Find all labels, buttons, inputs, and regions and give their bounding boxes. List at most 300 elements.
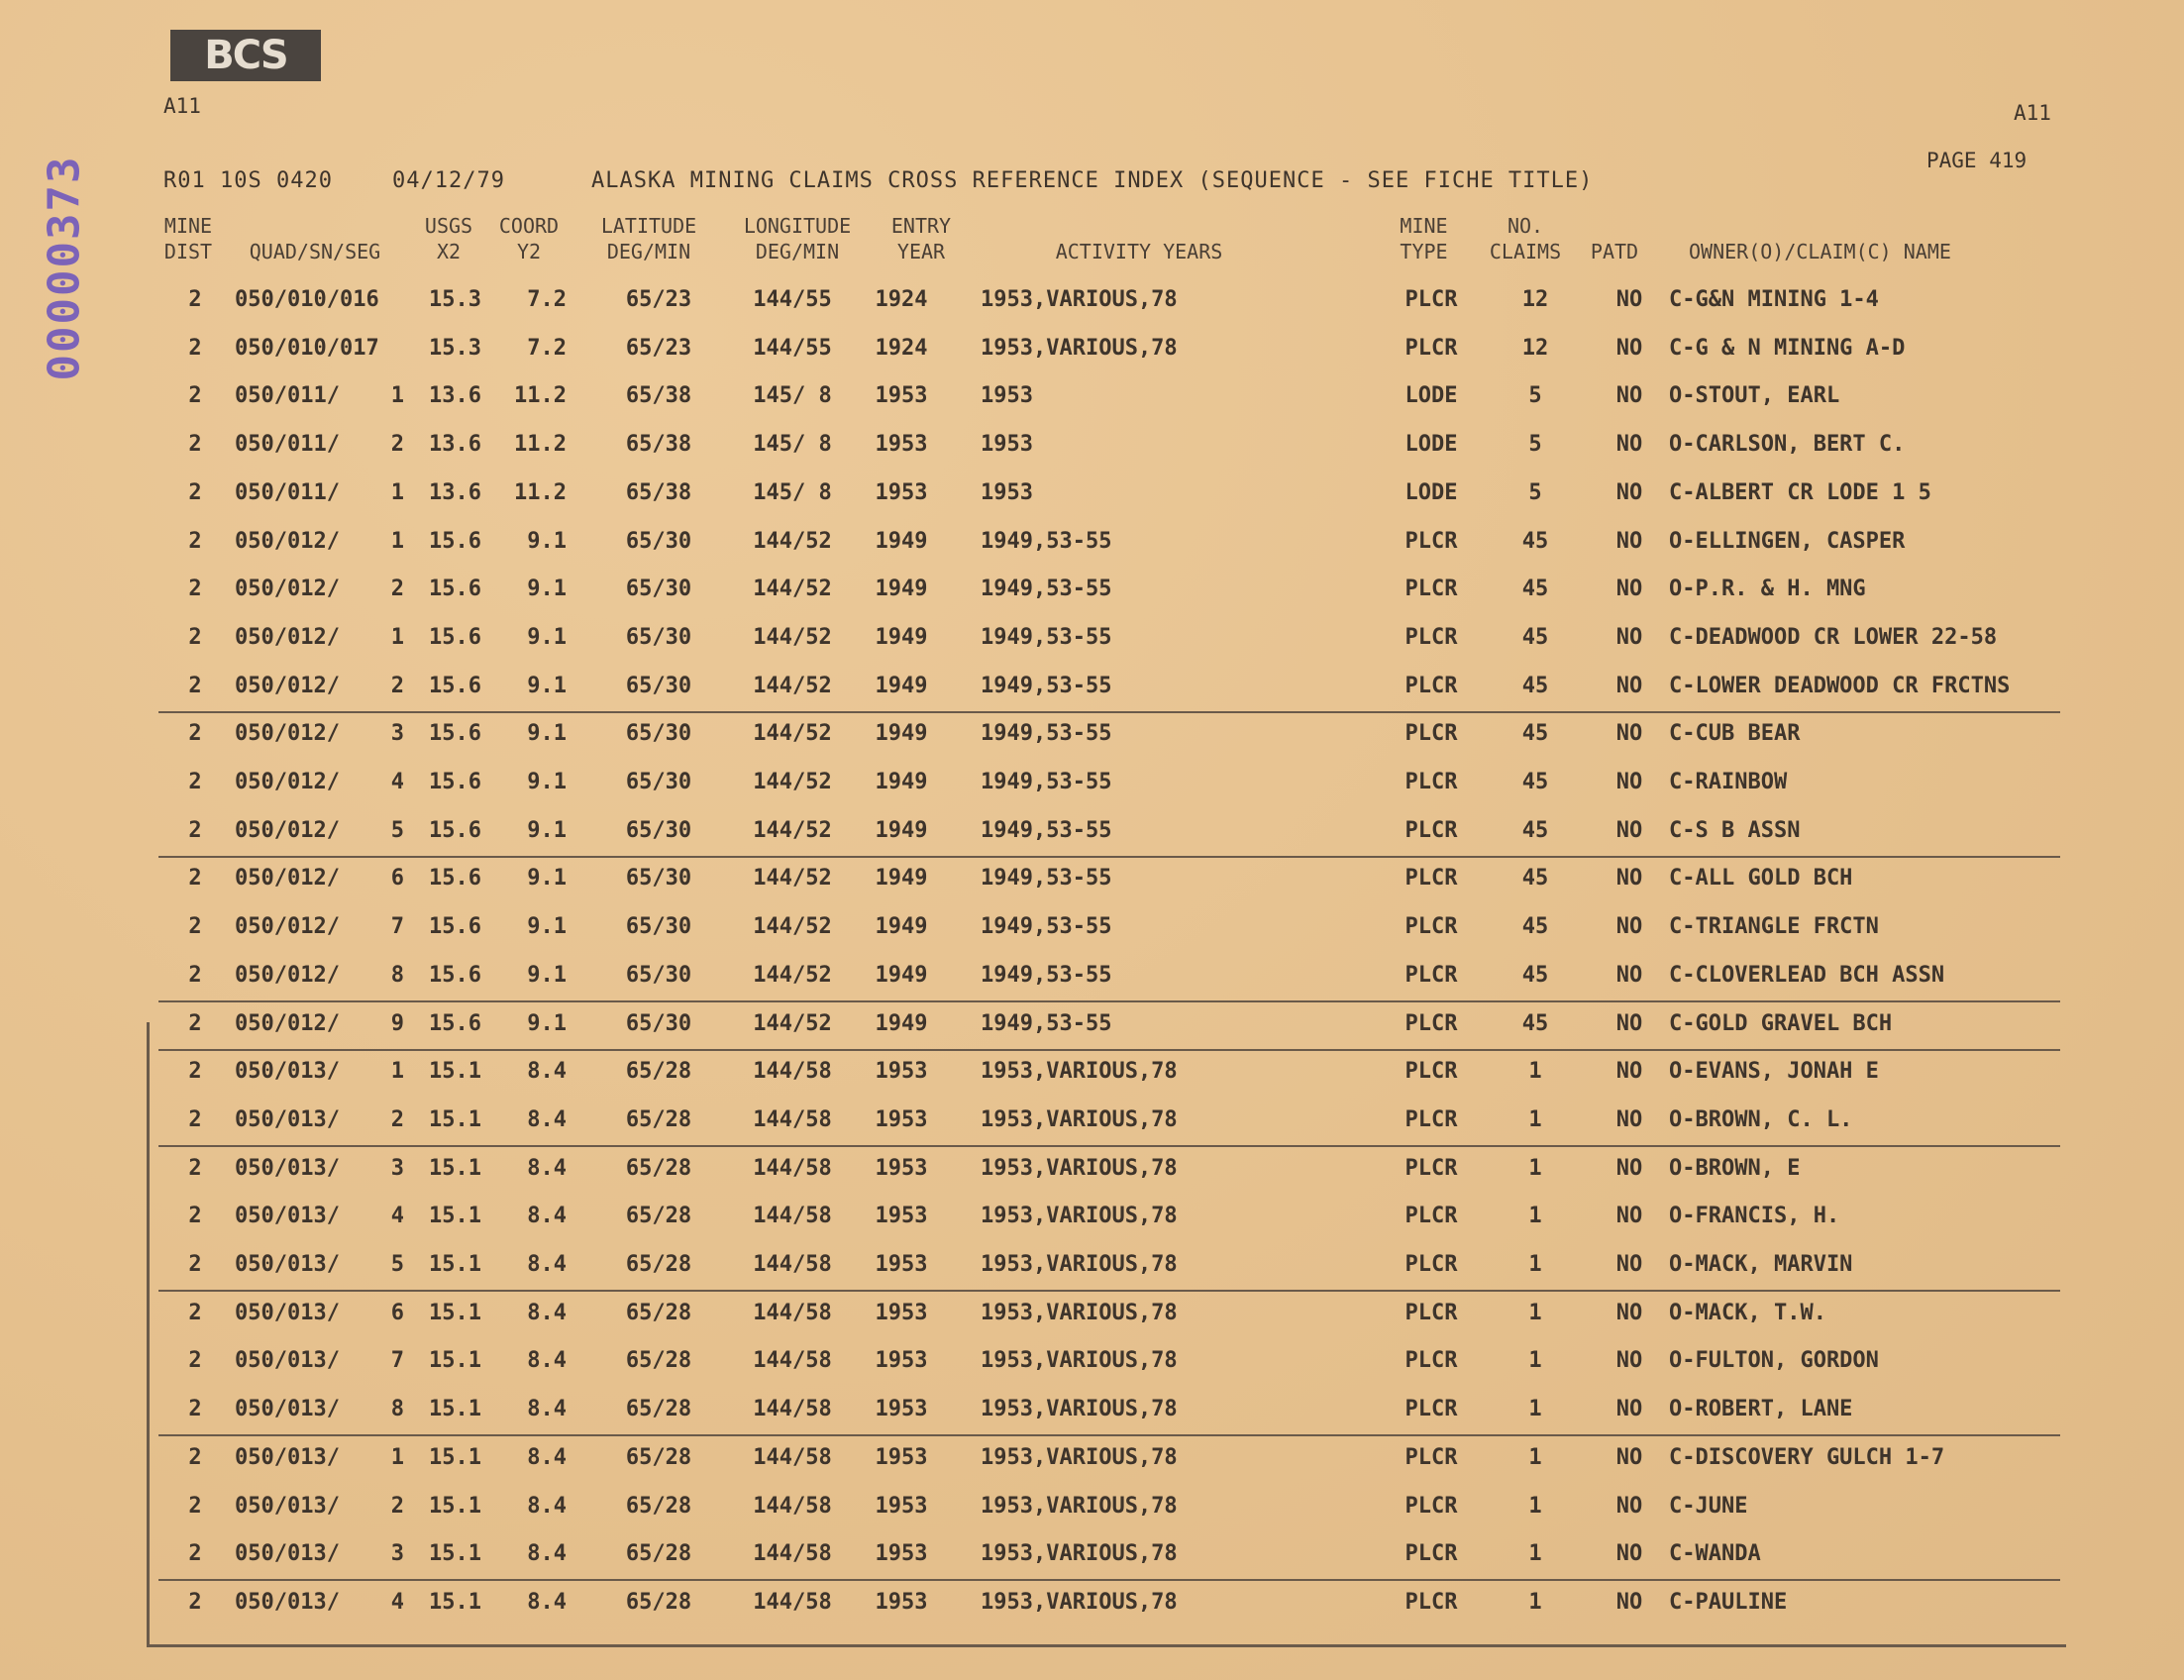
cell-activity-years: 1949,53-55 — [981, 529, 1112, 554]
cell-owner: C-G&N MINING 1-4 — [1669, 287, 1879, 312]
cell-entry-year: 1953 — [875, 1204, 928, 1228]
cell-latitude: 65/28 — [625, 1204, 692, 1228]
cell-latitude: 65/30 — [625, 914, 692, 939]
cell-seg: 2 — [390, 432, 404, 457]
table-row — [158, 373, 2060, 421]
cell-x2: 15.1 — [429, 1252, 481, 1277]
cell-entry-year: 1949 — [875, 674, 928, 698]
col-header-owner: OWNER(O)/CLAIM(C) NAME — [1689, 240, 1951, 263]
cell-owner: O-EVANS, JONAH E — [1669, 1059, 1879, 1084]
cell-dist: 2 — [188, 1590, 202, 1615]
cell-patd: NO — [1615, 1301, 1643, 1325]
cell-dist: 2 — [188, 432, 202, 457]
cell-quad: 050/011/ — [235, 480, 340, 505]
cell-owner: O-MACK, MARVIN — [1669, 1252, 1853, 1277]
cell-y2: 9.1 — [527, 1011, 567, 1036]
cell-patd: NO — [1615, 577, 1643, 601]
cell-activity-years: 1949,53-55 — [981, 818, 1112, 843]
cell-entry-year: 1953 — [875, 1541, 928, 1566]
report-title: ALASKA MINING CLAIMS CROSS REFERENCE INDEX (SEQUENCE - SEE FICHE TITLE) — [591, 168, 1594, 193]
cell-entry-year: 1953 — [875, 1156, 928, 1181]
cell-x2: 15.6 — [429, 818, 481, 843]
cell-latitude: 65/38 — [625, 383, 692, 408]
cell-longitude: 144/58 — [753, 1107, 832, 1132]
table-row — [158, 760, 2060, 807]
cell-owner: C-ALBERT CR LODE 1 5 — [1669, 480, 1931, 505]
cell-y2: 9.1 — [527, 721, 567, 746]
cell-dist: 2 — [188, 963, 202, 988]
cell-dist: 2 — [188, 721, 202, 746]
cell-longitude: 144/55 — [753, 287, 832, 312]
cell-owner: C-CLOVERLEAD BCH ASSN — [1669, 963, 1945, 988]
cell-seg: 1 — [390, 480, 404, 505]
cell-latitude: 65/28 — [625, 1397, 692, 1421]
cell-dist: 2 — [188, 1397, 202, 1421]
cell-patd: NO — [1615, 1059, 1643, 1084]
cell-mine-type: PLCR — [1404, 674, 1458, 698]
cell-owner: C-S B ASSN — [1669, 818, 1801, 843]
cell-patd: NO — [1615, 1204, 1643, 1228]
cell-claims: 1 — [1528, 1445, 1542, 1470]
cell-owner: C-CUB BEAR — [1669, 721, 1801, 746]
cell-x2: 13.6 — [429, 383, 481, 408]
cell-activity-years: 1953,VARIOUS,78 — [981, 1059, 1178, 1084]
cell-owner: O-STOUT, EARL — [1669, 383, 1840, 408]
cell-latitude: 65/30 — [625, 674, 692, 698]
col-header-entry: ENTRY YEAR — [890, 214, 952, 263]
cell-y2: 9.1 — [527, 529, 567, 554]
cell-entry-year: 1949 — [875, 625, 928, 650]
cell-activity-years: 1949,53-55 — [981, 914, 1112, 939]
cell-x2: 15.1 — [429, 1348, 481, 1373]
cell-seg: 1 — [390, 625, 404, 650]
table-row — [158, 1580, 2060, 1628]
cell-latitude: 65/30 — [625, 577, 692, 601]
cell-y2: 11.2 — [514, 432, 567, 457]
col-header-lat: LATITUDE DEG/MIN — [600, 214, 697, 263]
cell-claims: 1 — [1528, 1156, 1542, 1181]
cell-x2: 15.6 — [429, 529, 481, 554]
cell-latitude: 65/30 — [625, 818, 692, 843]
cell-patd: NO — [1615, 914, 1643, 939]
cell-y2: 8.4 — [527, 1445, 567, 1470]
fiche-id-right: A11 — [2014, 101, 2051, 125]
cell-quad: 050/013/ — [235, 1252, 340, 1277]
cell-patd: NO — [1615, 287, 1643, 312]
cell-patd: NO — [1615, 1348, 1643, 1373]
cell-dist: 2 — [188, 866, 202, 891]
cell-owner: O-P.R. & H. MNG — [1669, 577, 1866, 601]
cell-claims: 45 — [1521, 818, 1549, 843]
cell-longitude: 144/58 — [753, 1059, 832, 1084]
cell-x2: 15.6 — [429, 577, 481, 601]
cell-dist: 2 — [188, 818, 202, 843]
cell-dist: 2 — [188, 1301, 202, 1325]
cell-longitude: 144/58 — [753, 1445, 832, 1470]
cell-activity-years: 1953 — [981, 432, 1033, 457]
col-header-quad: QUAD/SN/SEG — [249, 240, 381, 263]
cell-owner: C-PAULINE — [1669, 1590, 1788, 1615]
cell-entry-year: 1953 — [875, 1348, 928, 1373]
cell-activity-years: 1953,VARIOUS,78 — [981, 1204, 1178, 1228]
cell-claims: 1 — [1528, 1494, 1542, 1519]
cell-patd: NO — [1615, 1107, 1643, 1132]
cell-y2: 8.4 — [527, 1059, 567, 1084]
cell-latitude: 65/28 — [625, 1156, 692, 1181]
cell-claims: 45 — [1521, 674, 1549, 698]
cell-patd: NO — [1615, 818, 1643, 843]
cell-y2: 9.1 — [527, 963, 567, 988]
cell-patd: NO — [1615, 1590, 1643, 1615]
table-row — [158, 1387, 2060, 1436]
cell-x2: 15.6 — [429, 914, 481, 939]
cell-owner: C-G & N MINING A-D — [1669, 336, 1906, 361]
cell-owner: O-MACK, T.W. — [1669, 1301, 1826, 1325]
cell-dist: 2 — [188, 914, 202, 939]
cell-x2: 15.1 — [429, 1107, 481, 1132]
cell-activity-years: 1953,VARIOUS,78 — [981, 1541, 1178, 1566]
cell-patd: NO — [1615, 1445, 1643, 1470]
cell-owner: C-WANDA — [1669, 1541, 1761, 1566]
cell-quad: 050/013/ — [235, 1107, 340, 1132]
cell-mine-type: PLCR — [1404, 625, 1458, 650]
cell-quad: 050/012/ — [235, 1011, 340, 1036]
cell-activity-years: 1953,VARIOUS,78 — [981, 1156, 1178, 1181]
cell-mine-type: PLCR — [1404, 1590, 1458, 1615]
cell-x2: 15.6 — [429, 770, 481, 794]
cell-entry-year: 1953 — [875, 432, 928, 457]
cell-entry-year: 1953 — [875, 1107, 928, 1132]
col-header-claims: NO. CLAIMS — [1489, 214, 1562, 263]
cell-mine-type: PLCR — [1404, 1348, 1458, 1373]
cell-mine-type: PLCR — [1404, 721, 1458, 746]
cell-dist: 2 — [188, 770, 202, 794]
table-row — [158, 326, 2060, 373]
cell-mine-type: LODE — [1404, 432, 1458, 457]
cell-mine-type: PLCR — [1404, 818, 1458, 843]
cell-mine-type: PLCR — [1404, 1011, 1458, 1036]
report-code: R01 10S 0420 — [163, 168, 333, 193]
cell-longitude: 144/58 — [753, 1590, 832, 1615]
cell-mine-type: PLCR — [1404, 1494, 1458, 1519]
cell-dist: 2 — [188, 674, 202, 698]
cell-x2: 15.6 — [429, 866, 481, 891]
cell-quad: 050/013/ — [235, 1156, 340, 1181]
cell-longitude: 144/52 — [753, 866, 832, 891]
cell-quad: 050/013/ — [235, 1204, 340, 1228]
cell-latitude: 65/28 — [625, 1494, 692, 1519]
cell-patd: NO — [1615, 625, 1643, 650]
cell-seg: 4 — [390, 770, 404, 794]
cell-claims: 45 — [1521, 963, 1549, 988]
cell-owner: C-JUNE — [1669, 1494, 1748, 1519]
table-row — [158, 1098, 2060, 1147]
col-header-patd: PATD — [1590, 240, 1639, 263]
cell-entry-year: 1953 — [875, 1252, 928, 1277]
cell-quad: 050/012/ — [235, 818, 340, 843]
table-row — [158, 277, 2060, 325]
cell-mine-type: PLCR — [1404, 1397, 1458, 1421]
cell-quad: 050/013/ — [235, 1590, 340, 1615]
cell-patd: NO — [1615, 721, 1643, 746]
cell-longitude: 145/ 8 — [753, 383, 832, 408]
table-row — [158, 519, 2060, 567]
cell-patd: NO — [1615, 383, 1643, 408]
cell-longitude: 145/ 8 — [753, 432, 832, 457]
cell-entry-year: 1953 — [875, 1301, 928, 1325]
cell-entry-year: 1953 — [875, 480, 928, 505]
cell-y2: 9.1 — [527, 770, 567, 794]
cell-x2: 15.6 — [429, 1011, 481, 1036]
cell-owner: O-ELLINGEN, CASPER — [1669, 529, 1906, 554]
cell-patd: NO — [1615, 674, 1643, 698]
cell-patd: NO — [1615, 963, 1643, 988]
cell-longitude: 145/ 8 — [753, 480, 832, 505]
cell-quad: 050/013/ — [235, 1348, 340, 1373]
table-row — [158, 1001, 2060, 1051]
cell-x2: 15.3 — [429, 336, 481, 361]
cell-mine-type: PLCR — [1404, 336, 1458, 361]
cell-claims: 45 — [1521, 625, 1549, 650]
cell-dist: 2 — [188, 1204, 202, 1228]
cell-quad: 050/011/ — [235, 383, 340, 408]
cell-activity-years: 1953,VARIOUS,78 — [981, 1107, 1178, 1132]
cell-owner: O-FULTON, GORDON — [1669, 1348, 1879, 1373]
cell-quad: 050/012/ — [235, 577, 340, 601]
cell-activity-years: 1953,VARIOUS,78 — [981, 1348, 1178, 1373]
cell-entry-year: 1949 — [875, 818, 928, 843]
cell-longitude: 144/52 — [753, 1011, 832, 1036]
cell-entry-year: 1924 — [875, 336, 928, 361]
cell-dist: 2 — [188, 1156, 202, 1181]
cell-latitude: 65/30 — [625, 866, 692, 891]
cell-dist: 2 — [188, 1059, 202, 1084]
cell-quad: 050/012/ — [235, 770, 340, 794]
cell-patd: NO — [1615, 1252, 1643, 1277]
cell-x2: 15.1 — [429, 1059, 481, 1084]
cell-latitude: 65/38 — [625, 432, 692, 457]
cell-y2: 8.4 — [527, 1348, 567, 1373]
cell-claims: 1 — [1528, 1397, 1542, 1421]
cell-longitude: 144/58 — [753, 1494, 832, 1519]
cell-y2: 8.4 — [527, 1107, 567, 1132]
cell-activity-years: 1953,VARIOUS,78 — [981, 1301, 1178, 1325]
cell-x2: 15.1 — [429, 1156, 481, 1181]
cell-seg: 2 — [390, 1107, 404, 1132]
cell-latitude: 65/30 — [625, 529, 692, 554]
cell-mine-type: PLCR — [1404, 1156, 1458, 1181]
cell-dist: 2 — [188, 529, 202, 554]
cell-claims: 45 — [1521, 866, 1549, 891]
cell-activity-years: 1953,VARIOUS,78 — [981, 1397, 1178, 1421]
cell-claims: 5 — [1528, 432, 1542, 457]
cell-latitude: 65/28 — [625, 1590, 692, 1615]
cell-owner: C-LOWER DEADWOOD CR FRCTNS — [1669, 674, 2011, 698]
table-row — [158, 1484, 2060, 1531]
bcs-logo: BCS — [170, 30, 321, 81]
cell-dist: 2 — [188, 1252, 202, 1277]
cell-y2: 11.2 — [514, 480, 567, 505]
cell-patd: NO — [1615, 866, 1643, 891]
table-row — [158, 664, 2060, 713]
cell-latitude: 65/30 — [625, 1011, 692, 1036]
cell-dist: 2 — [188, 1541, 202, 1566]
cell-claims: 45 — [1521, 914, 1549, 939]
cell-latitude: 65/28 — [625, 1348, 692, 1373]
table-row — [158, 1146, 2060, 1194]
table-row — [158, 1531, 2060, 1581]
cell-entry-year: 1949 — [875, 963, 928, 988]
cell-latitude: 65/23 — [625, 287, 692, 312]
cell-quad: 050/012/ — [235, 914, 340, 939]
cell-y2: 9.1 — [527, 914, 567, 939]
table-row — [158, 567, 2060, 614]
cell-longitude: 144/52 — [753, 625, 832, 650]
cell-activity-years: 1953,VARIOUS,78 — [981, 1445, 1178, 1470]
cell-seg: 2 — [390, 577, 404, 601]
cell-y2: 8.4 — [527, 1252, 567, 1277]
cell-patd: NO — [1615, 1494, 1643, 1519]
cell-mine-type: PLCR — [1404, 914, 1458, 939]
cell-activity-years: 1953,VARIOUS,78 — [981, 1590, 1178, 1615]
cell-x2: 15.3 — [429, 287, 481, 312]
cell-longitude: 144/52 — [753, 963, 832, 988]
cell-activity-years: 1953,VARIOUS,78 — [981, 287, 1178, 312]
cell-longitude: 144/52 — [753, 674, 832, 698]
cell-seg: 7 — [390, 1348, 404, 1373]
cell-x2: 15.1 — [429, 1445, 481, 1470]
cell-owner: C-RAINBOW — [1669, 770, 1788, 794]
cell-activity-years: 1953 — [981, 383, 1033, 408]
side-stamp: 00000373 — [39, 155, 90, 380]
cell-quad: 050/012/ — [235, 529, 340, 554]
cell-longitude: 144/52 — [753, 914, 832, 939]
cell-claims: 1 — [1528, 1059, 1542, 1084]
cell-quad: 050/012/ — [235, 866, 340, 891]
cell-y2: 11.2 — [514, 383, 567, 408]
cell-patd: NO — [1615, 432, 1643, 457]
cell-y2: 9.1 — [527, 577, 567, 601]
cell-y2: 8.4 — [527, 1590, 567, 1615]
cell-claims: 12 — [1521, 287, 1549, 312]
cell-entry-year: 1949 — [875, 770, 928, 794]
cell-entry-year: 1953 — [875, 1397, 928, 1421]
cell-entry-year: 1949 — [875, 529, 928, 554]
cell-claims: 45 — [1521, 1011, 1549, 1036]
cell-y2: 7.2 — [527, 336, 567, 361]
cell-patd: NO — [1615, 770, 1643, 794]
cell-longitude: 144/58 — [753, 1252, 832, 1277]
cell-y2: 8.4 — [527, 1204, 567, 1228]
cell-x2: 13.6 — [429, 432, 481, 457]
col-header-type: MINE TYPE — [1400, 214, 1448, 263]
cell-seg: 1 — [390, 383, 404, 408]
cell-mine-type: PLCR — [1404, 287, 1458, 312]
cell-mine-type: PLCR — [1404, 1204, 1458, 1228]
table-row — [158, 422, 2060, 470]
table-row — [158, 1242, 2060, 1292]
cell-claims: 5 — [1528, 383, 1542, 408]
cell-seg: 8 — [390, 1397, 404, 1421]
cell-activity-years: 1953,VARIOUS,78 — [981, 1252, 1178, 1277]
cell-y2: 8.4 — [527, 1301, 567, 1325]
cell-latitude: 65/23 — [625, 336, 692, 361]
cell-quad: 050/013/ — [235, 1541, 340, 1566]
cell-activity-years: 1949,53-55 — [981, 674, 1112, 698]
cell-owner: O-BROWN, C. L. — [1669, 1107, 1853, 1132]
cell-quad: 050/013/ — [235, 1445, 340, 1470]
table-row — [158, 1291, 2060, 1338]
cell-entry-year: 1949 — [875, 914, 928, 939]
table-row — [158, 953, 2060, 1002]
cell-patd: NO — [1615, 1011, 1643, 1036]
cell-entry-year: 1949 — [875, 577, 928, 601]
cell-owner: O-BROWN, E — [1669, 1156, 1801, 1181]
cell-y2: 9.1 — [527, 866, 567, 891]
cell-x2: 15.1 — [429, 1541, 481, 1566]
cell-quad: 050/012/ — [235, 721, 340, 746]
cell-entry-year: 1949 — [875, 721, 928, 746]
cell-quad: 050/013/ — [235, 1494, 340, 1519]
cell-latitude: 65/30 — [625, 963, 692, 988]
cell-patd: NO — [1615, 1397, 1643, 1421]
table-row — [158, 1194, 2060, 1241]
fiche-id-left: A11 — [163, 94, 201, 118]
table-row — [158, 711, 2060, 759]
cell-activity-years: 1949,53-55 — [981, 963, 1112, 988]
cell-dist: 2 — [188, 1445, 202, 1470]
cell-activity-years: 1949,53-55 — [981, 721, 1112, 746]
cell-dist: 2 — [188, 480, 202, 505]
cell-patd: NO — [1615, 1541, 1643, 1566]
col-header-y2: COORD Y2 — [498, 214, 560, 263]
cell-latitude: 65/28 — [625, 1059, 692, 1084]
cell-seg: 4 — [390, 1590, 404, 1615]
cell-mine-type: PLCR — [1404, 1541, 1458, 1566]
cell-latitude: 65/28 — [625, 1107, 692, 1132]
cell-owner: O-CARLSON, BERT C. — [1669, 432, 1906, 457]
cell-y2: 9.1 — [527, 674, 567, 698]
table-row — [158, 808, 2060, 858]
table-row — [158, 856, 2060, 903]
cell-seg: 2 — [390, 674, 404, 698]
cell-seg: 1 — [390, 1059, 404, 1084]
cell-x2: 15.1 — [429, 1494, 481, 1519]
col-header-dist: MINE DIST — [163, 214, 213, 263]
cell-x2: 15.6 — [429, 963, 481, 988]
cell-entry-year: 1953 — [875, 1494, 928, 1519]
cell-patd: NO — [1615, 480, 1643, 505]
cell-mine-type: PLCR — [1404, 1301, 1458, 1325]
cell-latitude: 65/28 — [625, 1301, 692, 1325]
cell-activity-years: 1949,53-55 — [981, 625, 1112, 650]
cell-claims: 45 — [1521, 577, 1549, 601]
cell-seg: 9 — [390, 1011, 404, 1036]
cell-seg: 3 — [390, 1156, 404, 1181]
cell-mine-type: PLCR — [1404, 1107, 1458, 1132]
cell-seg: 7 — [390, 914, 404, 939]
cell-x2: 13.6 — [429, 480, 481, 505]
cell-quad: 050/013/ — [235, 1059, 340, 1084]
cell-latitude: 65/30 — [625, 625, 692, 650]
cell-y2: 8.4 — [527, 1541, 567, 1566]
cell-longitude: 144/58 — [753, 1204, 832, 1228]
cell-quad: 050/013/ — [235, 1301, 340, 1325]
cell-claims: 45 — [1521, 721, 1549, 746]
table-row — [158, 615, 2060, 663]
cell-claims: 5 — [1528, 480, 1542, 505]
cell-activity-years: 1949,53-55 — [981, 577, 1112, 601]
